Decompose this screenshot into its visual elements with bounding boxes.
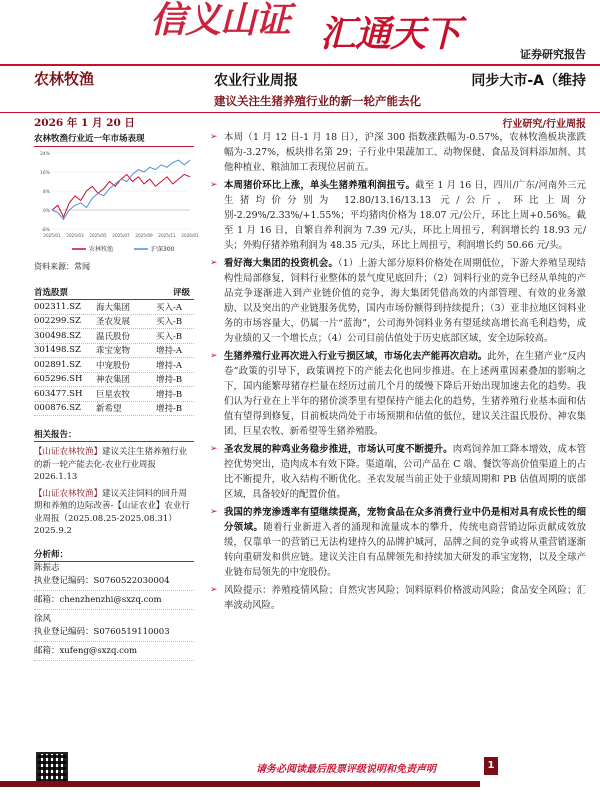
y-tick-label: 8% [42,190,50,195]
related-report-text: 建议关注饲料的回升周期和养殖的边际改善-【山证农业】农业行业周报（2025.08.25-2025.08.31）2025.9.2 [34,488,190,536]
x-tick-label: 2025/01 [43,233,61,238]
stock-row [34,315,194,330]
stock-rating: 买入-A [156,302,183,313]
paragraph-text: 随着行业新进入者的涌现和流量成本的攀升，传统电商营销边际贡献成效放缓，仅靠单一的营销已无法构建持久的品牌护城河，品牌之间的竞争或将从重营销逐渐转向重研发和供应链。建议关注自有品牌领先和持续加大研发的乖宝宠物，以及全球产业链布局领先的中宠股份。 [224,522,586,578]
paragraph-lead: 看好海大集团的投资机会。 [224,258,338,269]
report-type: 证券研究报告 [520,48,586,61]
x-tick-label: 2025/11 [158,233,176,238]
analyst-cert: 执业登记编码：S0760522030004 [34,575,194,591]
legend-label: 沪深300 [151,246,175,253]
footer-bar [0,781,480,787]
report-body [210,130,586,616]
analyst-name: 陈振志 [34,562,60,573]
stock-code: 301498.SZ [34,345,81,356]
report-header [0,0,600,62]
paragraph-text: 本周（1 月 12 日-1 月 18 日），沪深 300 指数涨跌幅为-0.57%，农林牧渔板块涨跌幅为-3.27%，板块排名第 29；子行业中果蔬加工、动物保健、食品及饲料添加剂、其他种植业、粮油加工表现位居前五。 [224,132,586,173]
bullet-arrow-icon: ➢ [210,585,218,595]
sector-name: 农林牧渔 [34,70,95,88]
bullet-arrow-icon: ➢ [210,507,218,517]
stock-row [34,373,194,388]
industry-rating: 同步大市-A（维持 [471,73,586,89]
stock-row [34,344,194,359]
stock-row [34,329,194,344]
related-report-tag: 【山证农林牧渔】 [34,488,103,499]
stock-code: 300498.SZ [34,330,81,341]
body-paragraph [210,583,586,613]
stock-header-code: 首选股票 [34,288,69,298]
stock-rating: 增持-A [156,360,183,371]
y-tick-label: -8% [41,228,50,233]
stock-code: 002311.SZ [34,301,81,312]
left-sidebar [34,130,199,664]
related-reports [34,446,194,538]
report-date: 2026 年 1 月 20 日 [34,117,135,129]
stock-rating: 增持-B [156,375,183,386]
analyst-name: 徐风 [34,613,52,624]
stock-row [34,402,194,417]
qr-code-icon [36,752,68,784]
paragraph-lead: 本周猪价环比上涨，单头生猪养殖利润扭亏。 [224,180,416,191]
bullet-arrow-icon: ➢ [210,351,218,361]
chart-title: 农林牧渔行业近一年市场表现 [34,130,194,147]
x-tick-label: 2025/07 [112,233,130,238]
x-tick-label: 2025/05 [89,233,107,238]
body-paragraph [210,256,586,346]
related-report-item[interactable] [34,446,194,484]
brand-slogan-right: 汇通天下 [320,14,461,55]
stock-name: 圣农发展 [96,317,131,328]
stock-table [34,300,194,416]
body-paragraph [210,349,586,439]
paragraph-text: 肉鸡饲养加工降本增效，成本管控优势突出，造肉成本有效下降。渠道端，公司产品在 C 端、餐饮等高价值渠道上的占比不断提升，收入结构不断优化。圣农发展当前正处于业绩周期和 PB 估值周期的底部区域，具备较好的配置价值。 [224,444,586,500]
header-divider [0,64,600,66]
brand-slogan-left: 信义山证 [150,0,291,41]
chart-svg [34,147,199,259]
bullet-arrow-icon: ➢ [210,132,218,142]
bullet-arrow-icon: ➢ [210,258,218,268]
bullet-arrow-icon: ➢ [210,180,218,190]
stock-name: 乖宝宠物 [96,346,131,357]
paragraph-lead: 我国的养宠渗透率有望继续提高，宠物食品在众多消费行业中仍是相对具有成长性的细分领域。 [224,507,586,533]
page-number: 1 [484,757,498,775]
stock-code: 605296.SH [34,374,83,385]
x-tick-label: 2025/03 [66,233,84,238]
related-reports-header: 相关报告： [34,428,194,442]
footer-disclaimer: 请务必阅读最后股票评级说明和免责声明 [256,764,436,775]
x-tick-label: 2026/01 [181,233,199,238]
x-tick-label: 2025/09 [135,233,153,238]
stock-rating: 买入-B [156,317,183,328]
stock-code: 000876.SZ [34,403,81,414]
stock-rating: 增持-B [156,389,183,400]
stock-name: 温氏股份 [96,331,131,342]
stock-table-header [34,286,194,300]
stock-row [34,358,194,373]
report-title: 农业行业周报 [214,73,298,89]
y-tick-label: 0% [42,209,50,214]
analyst-email[interactable]: 邮箱：xufeng@sxzq.com [34,645,194,661]
performance-chart [34,147,199,259]
stock-code: 002299.SZ [34,316,81,327]
stock-rating: 买入-B [156,331,183,342]
paragraph-lead: 生猪养殖行业再次进入行业亏损区域，市场化去产能再次启动。 [224,351,488,362]
body-paragraph [210,178,586,253]
y-tick-label: 16% [39,171,50,176]
paragraph-lead: 圣农发展的种鸡业务稳步推进，市场认可度不断提升。 [224,444,453,455]
y-tick-label: 24% [39,152,50,157]
stock-name: 神农集团 [96,375,131,386]
stock-rating: 增持-B [156,404,183,415]
research-tag: 行业研究/行业周报 [502,119,586,130]
chart-source: 资料来源：常闻 [34,262,90,271]
paragraph-text: 此外，在生猪产业“反内卷”政策的引导下，政策调控下的产能去化也同步推进。在上述两重因素叠加的影响之下，国内能繁母猪存栏量在经历过前几个月的缓慢下降后开始出现加速去化的趋势。我们认为行业在上半年的猪价淡季里有望保持产能去化的趋势，生猪养殖行业基本面和估值有望得到修复，目前板块尚处于市场预期和估值的低位，建议关注温氏股份、神农集团、巨星农牧、新希望等生猪养殖股。 [224,351,586,437]
stock-row [34,300,194,315]
report-subtitle: 建议关注生猪养殖行业的新一轮产能去化 [214,94,421,108]
body-paragraph [210,130,586,175]
stock-code: 002891.SZ [34,359,81,370]
paragraph-text: 风险提示：养殖疫情风险；自然灾害风险；饲料原料价格波动风险；食品安全风险；汇率波动风险。 [224,585,586,611]
analysts-header: 分析师： [34,548,194,562]
paragraph-text: （1）上游大部分原料价格处在周期低位，下游大养殖呈现结构性局部修复，饲料行业整体的景气度见底回升；（2）饲料行业的竞争已经从单纯的产品竞争逐渐进入到产业链价值的竞争，海大集团凭借高效的内部管理、有效的业务激励、以及突出的产业链服务优势，国内市场份额得到持续提升；（3）亚非拉地区饲料业务的市场容量大，仍属一片“蓝海”，公司海外饲料业务有望延续高增长高毛利趋势，成为业绩的又一个增长点；（4）公司目前估值处于历史底部区域，安全边际较高。 [224,258,586,344]
body-paragraph [210,505,586,580]
bullet-arrow-icon: ➢ [210,444,218,454]
paragraph-list [210,130,586,613]
analyst-email[interactable]: 邮箱：chenzhenzhi@sxzq.com [34,594,194,610]
related-report-item[interactable] [34,488,194,538]
stock-header-rating: 评级 [172,288,190,298]
legend-label: 农林牧渔 [89,246,114,253]
stock-row [34,387,194,402]
paragraph-text: 截至 1 月 16 日，四川/广东/河南外三元生猪均价分别为 12.80/13.16/13.13 元/公斤，环比上周分别-2.29%/2.33%/+1.55%；平均猪肉价格为 18.07 元/公斤，环比上周+0.56%。截至 1 月 16 日，自繁自养利润为 7.39 元/头，环比上周扭亏，利润增长约 18.93 元/头；外购仔猪养殖利润为 48.35 元/头，环比上周扭亏，利润增长约 50.66 元/头。 [224,180,586,251]
body-paragraph [210,442,586,502]
analyst-cert: 执业登记编码：S0760519110003 [34,626,194,642]
related-report-text: 建议关注生猪养殖行业的新一轮产能去化-农业行业周报 2026.1.13 [34,447,188,482]
stock-name: 中宠股份 [96,360,131,371]
stock-name: 巨星农牧 [96,389,131,400]
series-line-0 [52,174,190,217]
stock-code: 603477.SH [34,388,83,399]
related-report-tag: 【山证农林牧渔】 [34,447,103,457]
analysts [34,562,194,661]
series-line-1 [52,160,190,219]
stock-name: 海大集团 [96,302,131,313]
stock-rating: 增持-A [156,346,183,357]
stock-name: 新希望 [96,404,122,415]
